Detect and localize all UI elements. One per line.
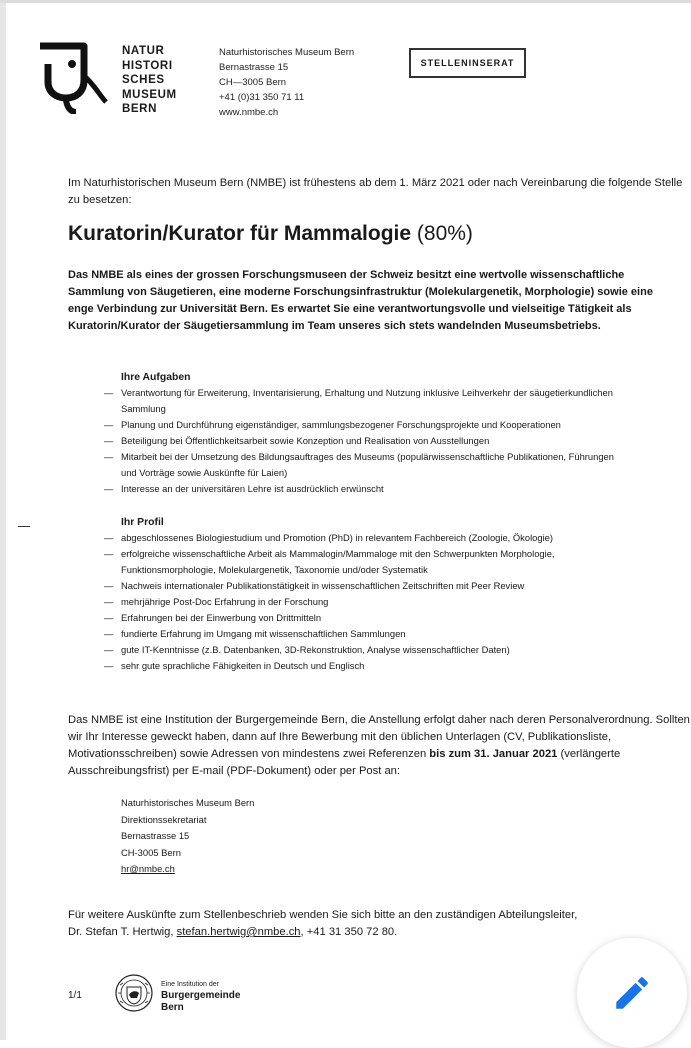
list-item-text: fundierte Erfahrung im Umgang mit wissenschaftlichen Sammlungen: [121, 628, 406, 639]
contact-email-link[interactable]: stefan.hertwig@nmbe.ch: [176, 926, 301, 938]
burgergemeinde-seal-icon: [114, 973, 154, 1013]
tasks-section: [104, 370, 624, 497]
contact-line-2: [68, 924, 668, 941]
bullet-dash: —: [104, 532, 114, 543]
list-item-text: Nachweis internationaler Publikationstätigkeit in wissenschaftlichen Zeitschriften mit Peer Review: [121, 580, 525, 591]
list-item-text: Planung und Durchführung eigenständiger, sammlungsbezogener Forschungsprojekte und Kooperationen: [121, 419, 561, 430]
institution-mark: [161, 980, 240, 1014]
list-item: [104, 610, 624, 626]
application-deadline: bis zum 31. Januar 2021: [429, 748, 558, 760]
edit-fab-button[interactable]: [577, 938, 687, 1048]
bullet-dash: —: [104, 644, 114, 655]
museum-address: [219, 45, 354, 120]
list-item-text: Interesse an der universitären Lehre ist ausdrücklich erwünscht: [121, 483, 384, 494]
postal-line: Naturhistorisches Museum Bern: [121, 797, 255, 808]
list-item-text: Beteiligung bei Öffentlichkeitsarbeit sowie Konzeption und Realisation von Ausstellungen: [121, 435, 490, 446]
institution-name: Burgergemeinde: [161, 990, 241, 1001]
bullet-dash: —: [104, 548, 114, 559]
list-item: [104, 481, 624, 497]
wordmark-line: SCHES: [122, 74, 165, 86]
bullet-dash: —: [104, 483, 114, 494]
list-item: [104, 546, 624, 578]
institution-city: Bern: [161, 1002, 184, 1013]
list-item: [104, 385, 624, 417]
profile-section: [104, 515, 624, 674]
page-edge: [0, 0, 6, 1040]
list-item: [104, 642, 624, 658]
list-item: [104, 433, 624, 449]
address-line: Naturhistorisches Museum Bern: [219, 47, 355, 58]
job-title-text: Kuratorin/Kurator für Mammalogie: [68, 222, 412, 245]
job-title: [68, 222, 473, 246]
bullet-dash: —: [104, 387, 114, 398]
pencil-edit-icon: [611, 972, 653, 1014]
address-line: CH—3005 Bern: [219, 77, 287, 88]
application-text: Das NMBE ist eine Institution der Burgergemeinde Bern, die Anstellung erfolgt daher nach deren Personalverordnung. Sollten wir Ihr Interesse geweckt haben, dann auf Ihre Bewerbung mit den üblichen Unterlagen (CV, Publikationsliste, Motivationsschreiben) sowie Adressen von mindestens zwei Referenzen: [68, 714, 690, 760]
application-paragraph: [68, 712, 690, 780]
institution-small-text: Eine Institution der: [161, 981, 219, 988]
bullet-dash: —: [104, 596, 114, 607]
contact-paragraph: [68, 907, 668, 941]
margin-mark: [18, 526, 30, 527]
profile-heading: Ihr Profil: [121, 517, 164, 528]
postal-address: [121, 795, 254, 878]
list-item: [104, 449, 624, 481]
postal-line: CH-3005 Bern: [121, 846, 181, 858]
list-item: [104, 530, 624, 546]
list-item: [104, 658, 624, 674]
list-item-text: Mitarbeit bei der Umsetzung des Bildungsauftrages des Museums (populärwissenschaftliche Publikationen, Führungen und Vorträge sowie Auskünfte für Laien): [121, 451, 614, 478]
bullet-dash: —: [104, 628, 114, 639]
bullet-dash: —: [104, 612, 114, 623]
contact-line: Für weitere Auskünfte zum Stellenbeschrieb wenden Sie sich bitte an den zuständigen Abteilungsleiter,: [68, 909, 578, 921]
bullet-dash: —: [104, 451, 114, 462]
list-item-text: erfolgreiche wissenschaftliche Arbeit als Mammalogin/Mammaloge mit den Schwerpunkten Morphologie, Funktionsmorphologie, Molekulargenetik, Taxonomie und/oder Systematik: [121, 548, 555, 575]
list-item: [104, 417, 624, 433]
lead-paragraph: Das NMBE als eines der grossen Forschungsmuseen der Schweiz besitzt eine wertvolle wissenschaftliche Sammlung von Säugetieren, eine moderne Forschungsinfrastruktur (Molekulargenetik, Morphologie) sowie eine enge Verbindung zur Universität Bern. Es erwartet Sie eine verantwortungsvolle und vielseitige Tätigkeit als Kuratorin/Kurator der Säugetiersammlung im Team unseres sich stets wandelnden Museumsbetriebs.: [68, 269, 653, 332]
postal-line: Bernastrasse 15: [121, 830, 190, 841]
list-item-text: sehr gute sprachliche Fähigkeiten in Deutsch und Englisch: [121, 660, 365, 671]
wordmark-line: NATUR: [122, 45, 165, 57]
tasks-heading: Ihre Aufgaben: [121, 372, 191, 383]
address-line: Bernastrasse 15: [219, 62, 289, 73]
job-ad-stamp: STELLENINSERAT: [409, 48, 526, 78]
application-text-end: (verlängerte Ausschreibungsfrist) per E-mail (PDF-Dokument) oder per Post an:: [68, 748, 621, 777]
list-item-text: mehrjährige Post-Doc Erfahrung in der Forschung: [121, 596, 329, 607]
address-phone: +41 (0)31 350 71 11: [219, 92, 305, 103]
list-item-text: abgeschlossenes Biologiestudium und Promotion (PhD) in relevantem Fachbereich (Zoologie, Ökologie): [121, 532, 553, 543]
list-item: [104, 578, 624, 594]
address-website: www.nmbe.ch: [219, 107, 279, 118]
bullet-dash: —: [104, 580, 114, 591]
bullet-dash: —: [104, 419, 114, 430]
list-item-text: gute IT-Kenntnisse (z.B. Datenbanken, 3D-Rekonstruktion, Analyse wissenschaftlicher Daten): [121, 644, 510, 655]
list-item-text: Erfahrungen bei der Einwerbung von Drittmitteln: [121, 612, 322, 623]
bullet-dash: —: [104, 660, 114, 671]
list-item: [104, 626, 624, 642]
hr-email-link[interactable]: hr@nmbe.ch: [121, 863, 175, 874]
wordmark-line: BERN: [122, 103, 157, 115]
intro-paragraph: Im Naturhistorischen Museum Bern (NMBE) ist frühestens ab dem 1. März 2021 oder nach Vereinbarung die folgende Stelle zu besetzen:: [68, 177, 683, 206]
page-top-edge: [0, 0, 691, 3]
page-number: 1/1: [68, 990, 82, 1001]
contact-phone: , +41 31 350 72 80.: [300, 926, 398, 938]
postal-line: Direktionssekretariat: [121, 813, 207, 825]
nmbe-logo-icon: [36, 40, 110, 114]
list-item: [104, 594, 624, 610]
list-item-text: Verantwortung für Erweiterung, Inventarisierung, Erhaltung und Nutzung inklusive Leihverkehr der säugetierkundlichen Sammlung: [121, 387, 613, 414]
job-title-percent: (80%): [416, 222, 473, 245]
bullet-dash: —: [104, 435, 114, 446]
wordmark-line: MUSEUM: [122, 88, 177, 101]
contact-name: Dr. Stefan T. Hertwig,: [68, 926, 174, 938]
museum-wordmark: [122, 44, 177, 117]
wordmark-line: HISTORI: [122, 59, 173, 72]
